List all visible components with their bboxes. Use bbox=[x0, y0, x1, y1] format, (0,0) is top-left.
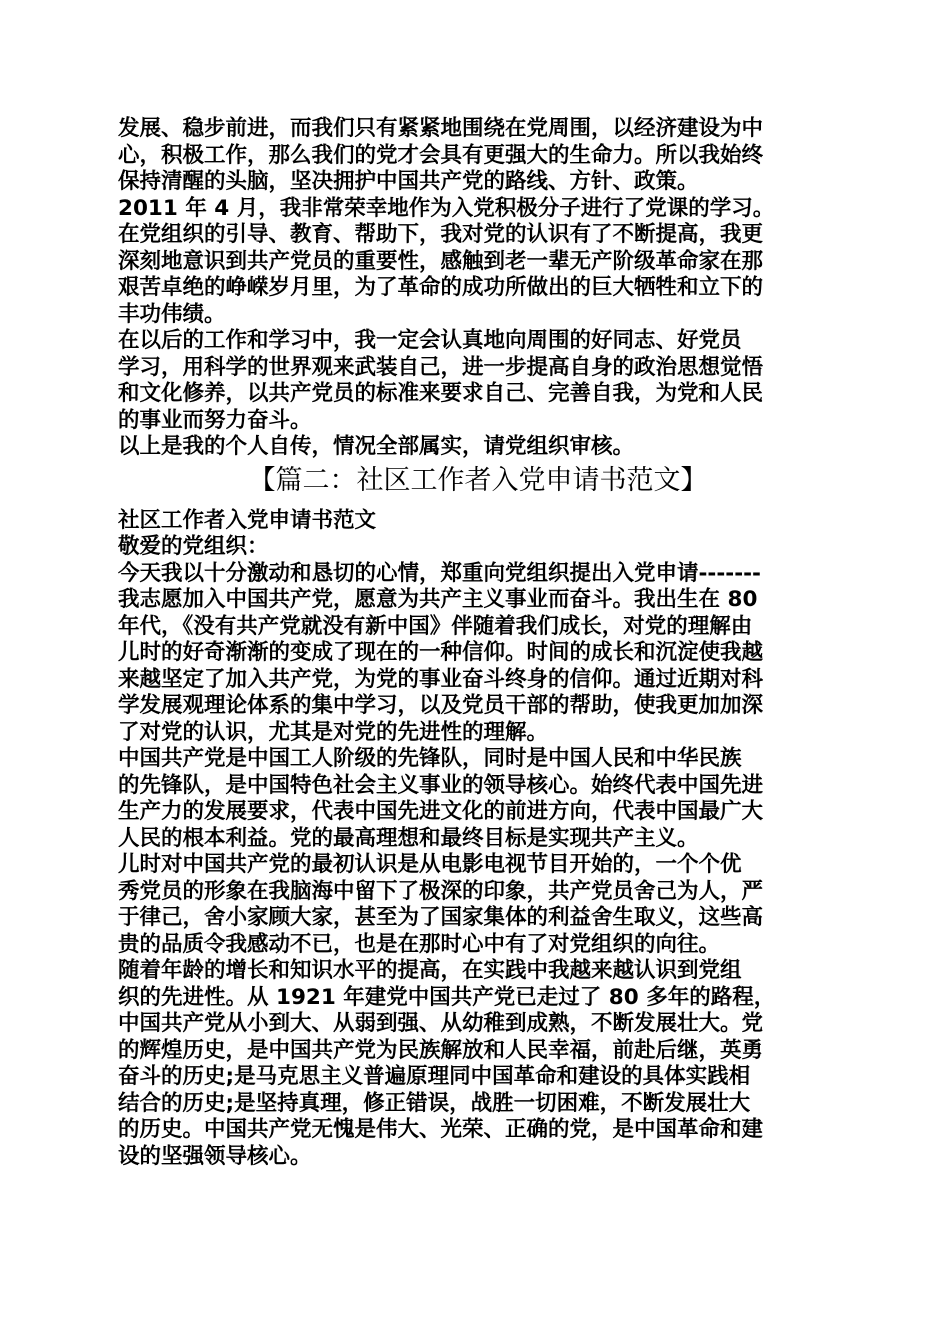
text-line: 发展、稳步前进，而我们只有紧紧地围绕在党周围，以经济建设为中 bbox=[118, 116, 764, 141]
text-line: 织的先进性。从 1921 年建党中国共产党已走过了 80 多年的路程， bbox=[118, 984, 776, 1010]
text-line: 儿时的好奇渐渐的变成了现在的一种信仰。时间的成长和沉淀使我越 bbox=[118, 640, 764, 665]
text-line: 贵的品质令我感动不已，也是在那时心中有了对党组织的向往。 bbox=[118, 931, 721, 957]
text-line: 的事业而努力奋斗。 bbox=[118, 407, 312, 433]
text-line: 保持清醒的头脑，坚决拥护中国共产党的路线、方针、政策。 bbox=[118, 169, 699, 194]
text-line: 丰功伟绩。 bbox=[118, 301, 226, 327]
text-line: 设的坚强领导核心。 bbox=[118, 1143, 312, 1169]
text-line: 于律己，舍小家顾大家，甚至为了国家集体的利益舍生取义，这些高 bbox=[118, 905, 764, 930]
text-line: 了对党的认识，尤其是对党的先进性的理解。 bbox=[118, 719, 549, 745]
text-line: 深刻地意识到共产党员的重要性，感触到老一辈无产阶级革命家在那 bbox=[118, 248, 764, 274]
text-line: 学习，用科学的世界观来武装自己，进一步提高自身的政治思想觉悟 bbox=[118, 354, 764, 380]
text-line: 奋斗的历史;是马克思主义普遍原理同中国革命和建设的具体实践相 bbox=[118, 1064, 751, 1089]
text-line: 在以后的工作和学习中，我一定会认真地向周围的好同志、好党员 bbox=[118, 328, 742, 353]
section-heading: 【篇二：社区工作者入党申请书范文】 bbox=[248, 464, 708, 496]
text-line: 人民的根本利益。党的最高理想和最终目标是实现共产主义。 bbox=[118, 825, 699, 851]
salutation: 敬爱的党组织： bbox=[118, 534, 269, 559]
text-line: 我志愿加入中国共产党，愿意为共产主义事业而奋斗。我出生在 80 bbox=[118, 587, 758, 612]
letter-title: 社区工作者入党申请书范文 bbox=[118, 507, 377, 533]
text-line: 心，积极工作，那么我们的党才会具有更强大的生命力。所以我始终 bbox=[118, 142, 764, 168]
text-line: 今天我以十分激动和恳切的心情，郑重向党组织提出入党申请------- bbox=[118, 560, 761, 586]
text-line: 年代，《没有共产党就没有新中国》伴随着我们成长，对党的理解由 bbox=[118, 613, 753, 639]
text-line: 儿时对中国共产党的最初认识是从电影电视节目开始的，一个个优 bbox=[118, 852, 742, 877]
text-line: 的先锋队，是中国特色社会主义事业的领导核心。始终代表中国先进 bbox=[118, 772, 764, 798]
text-line: 中国共产党从小到大、从弱到强、从幼稚到成熟，不断发展壮大。党 bbox=[118, 1011, 764, 1036]
text-line: 的历史。中国共产党无愧是伟大、光荣、正确的党，是中国革命和建 bbox=[118, 1117, 764, 1142]
text-line: 结合的历史;是坚持真理，修正错误，战胜一切困难，不断发展壮大 bbox=[118, 1090, 751, 1116]
text-line: 在党组织的引导、教育、帮助下，我对党的认识有了不断提高，我更 bbox=[118, 222, 764, 247]
text-line: 来越坚定了加入共产党，为党的事业奋斗终身的信仰。通过近期对科 bbox=[118, 666, 764, 692]
text-line: 学发展观理论体系的集中学习，以及党员干部的帮助，使我更加加深 bbox=[118, 693, 764, 718]
text-line: 中国共产党是中国工人阶级的先锋队，同时是中国人民和中华民族 bbox=[118, 746, 742, 771]
text-line: 艰苦卓绝的峥嵘岁月里，为了革命的成功所做出的巨大牺牲和立下的 bbox=[118, 275, 764, 300]
text-line: 以上是我的个人自传，情况全部属实，请党组织审核。 bbox=[118, 434, 635, 459]
text-line: 生产力的发展要求，代表中国先进文化的前进方向，代表中国最广大 bbox=[118, 799, 764, 824]
text-line: 随着年龄的增长和知识水平的提高，在实践中我越来越认识到党组 bbox=[118, 958, 742, 983]
text-line: 秀党员的形象在我脑海中留下了极深的印象，共产党员舍己为人，严 bbox=[118, 878, 764, 904]
text-line: 和文化修养，以共产党员的标准来要求自己、完善自我，为党和人民 bbox=[118, 381, 764, 406]
part2-body bbox=[118, 508, 838, 1171]
text-line: 2011 年 4 月，我非常荣幸地作为入党积极分子进行了党课的学习。 bbox=[118, 195, 775, 221]
part1-body bbox=[118, 116, 838, 461]
document-page bbox=[118, 116, 838, 1170]
text-line: 的辉煌历史，是中国共产党为民族解放和人民幸福，前赴后继，英勇 bbox=[118, 1037, 764, 1063]
